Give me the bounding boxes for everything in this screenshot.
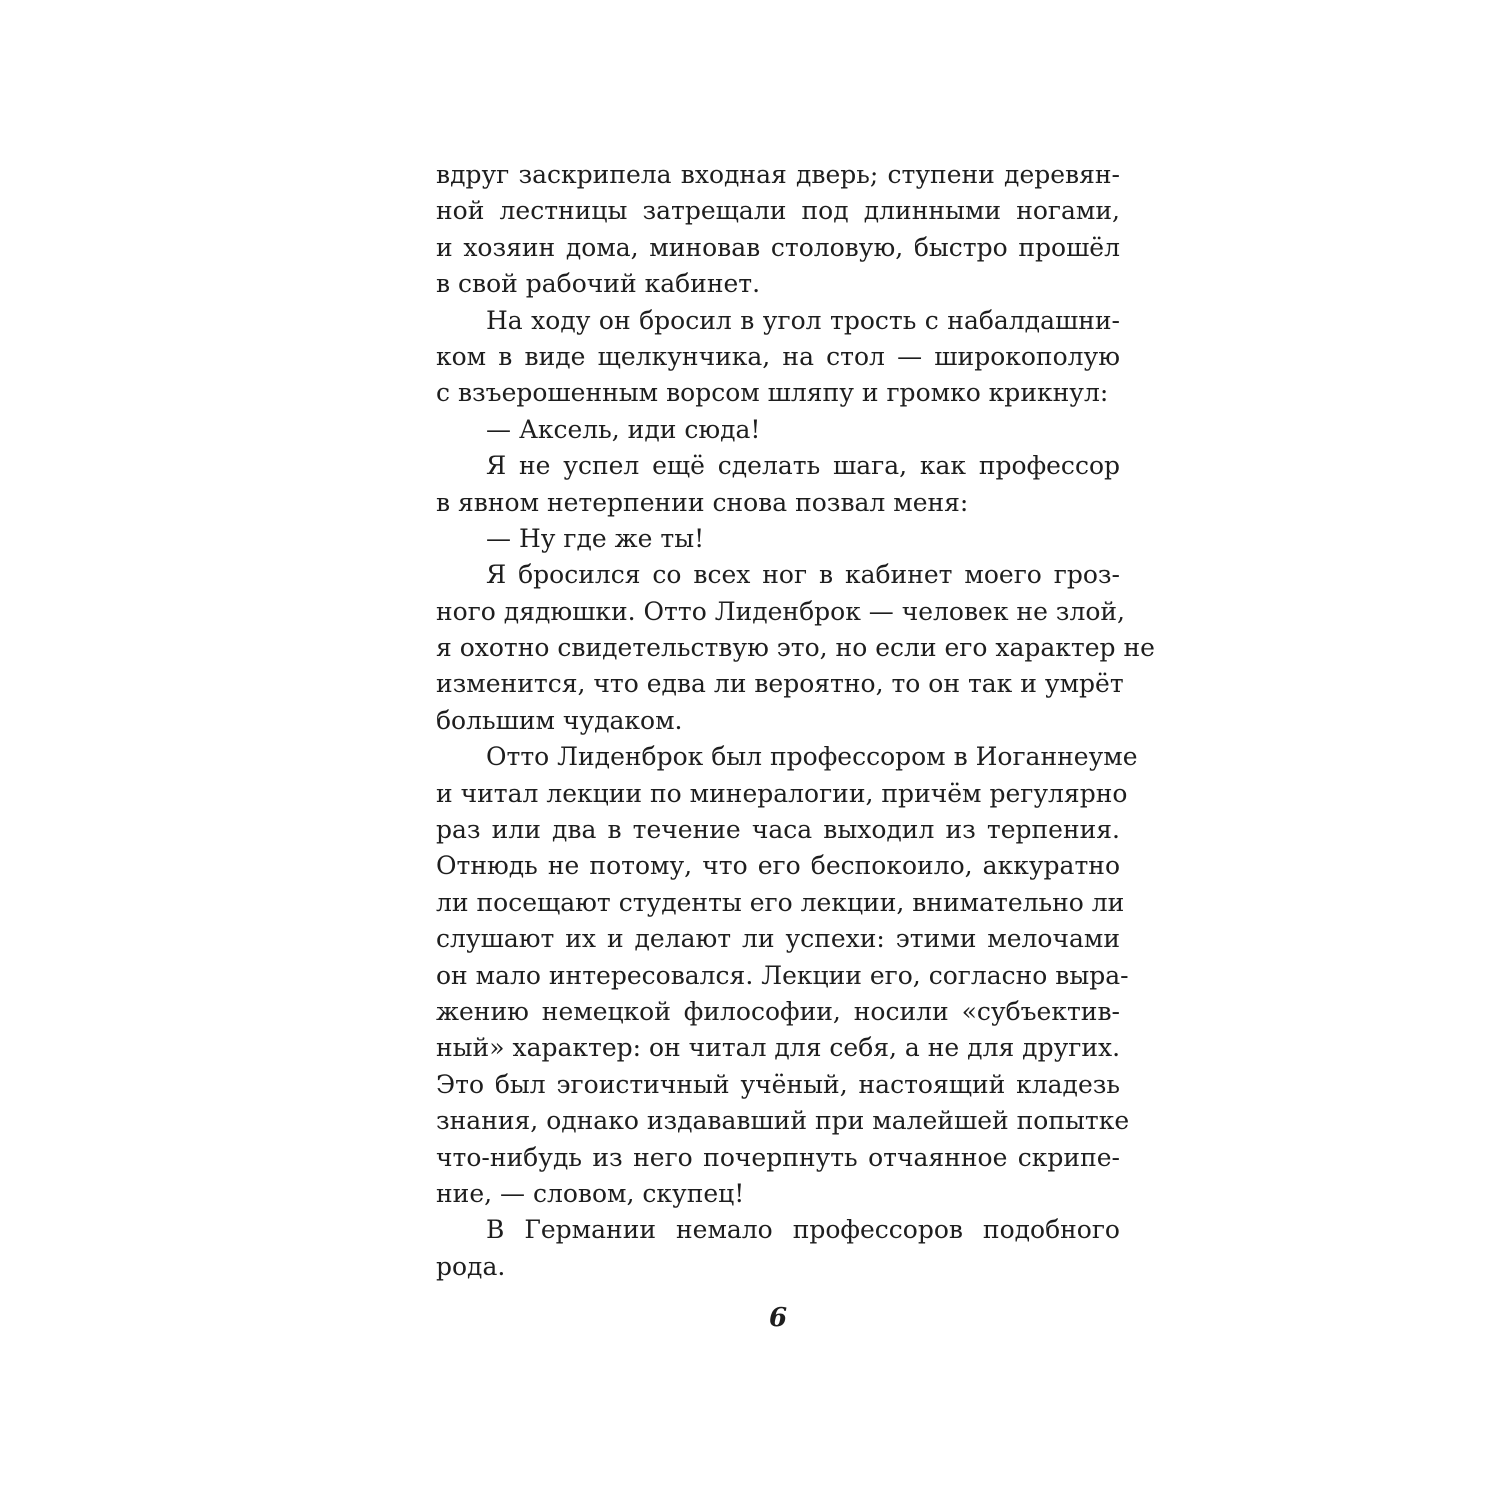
text-line: слушают их и делают ли успехи: этими мелочами	[436, 924, 1120, 954]
text-line: ной лестницы затрещали под длинными ногами,	[436, 196, 1120, 226]
text-line: что-нибудь из него почерпнуть отчаянное скрипе-	[436, 1142, 1120, 1172]
text-line: Отто Лиденброк был профессором в Иоганнеуме	[486, 742, 1138, 772]
text-line: В Германии немало профессоров подобного	[486, 1215, 1120, 1245]
text-line: ли посещают студенты его лекции, внимательно ли	[436, 887, 1125, 917]
dialogue-line: — Аксель, иди сюда!	[486, 414, 761, 444]
text-line: в свой рабочий кабинет.	[436, 269, 761, 299]
text-line: большим чудаком.	[436, 705, 683, 735]
text-line: На ходу он бросил в угол трость с набалдашни-	[486, 305, 1120, 335]
text-line: он мало интересовался. Лекции его, согласно выра-	[436, 960, 1129, 990]
text-line: Я бросился со всех ног в кабинет моего гроз-	[486, 560, 1120, 590]
text-line: и читал лекции по минералогии, причём регулярно	[436, 778, 1128, 808]
dialogue-line: — Ну где же ты!	[486, 523, 705, 553]
text-line: раз или два в течение часа выходил из терпения.	[436, 815, 1120, 845]
text-line: ный» характер: он читал для себя, а не для других.	[436, 1033, 1121, 1063]
text-line: ного дядюшки. Отто Лиденброк — человек не злой,	[436, 596, 1125, 626]
body-text	[436, 157, 1155, 1285]
text-line: Отнюдь не потому, что его беспокоило, аккуратно	[436, 851, 1120, 881]
text-line: рода.	[436, 1251, 506, 1281]
text-line: знания, однако издававший при малейшей попытке	[436, 1106, 1130, 1136]
text-line: Это был эгоистичный учёный, настоящий кладезь	[436, 1069, 1120, 1099]
text-line: и хозяин дома, миновав столовую, быстро прошёл	[436, 232, 1120, 262]
text-line: вдруг заскрипела входная дверь; ступени деревян-	[436, 160, 1120, 189]
text-line: ком в виде щелкунчика, на стол — широкополую	[436, 341, 1120, 371]
text-line: ние, — словом, скупец!	[436, 1178, 745, 1208]
text-line: в явном нетерпении снова позвал меня:	[436, 487, 969, 517]
text-line: с взъерошенным ворсом шляпу и громко крикнул:	[436, 378, 1109, 408]
text-line: изменится, что едва ли вероятно, то он так и умрёт	[436, 669, 1124, 699]
text-line: жению немецкой философии, носили «субъектив-	[436, 996, 1120, 1026]
text-line: я охотно свидетельствую это, но если его характер не	[436, 633, 1155, 663]
page-number: 6	[768, 1303, 788, 1333]
text-line: Я не успел ещё сделать шага, как профессор	[486, 451, 1120, 481]
